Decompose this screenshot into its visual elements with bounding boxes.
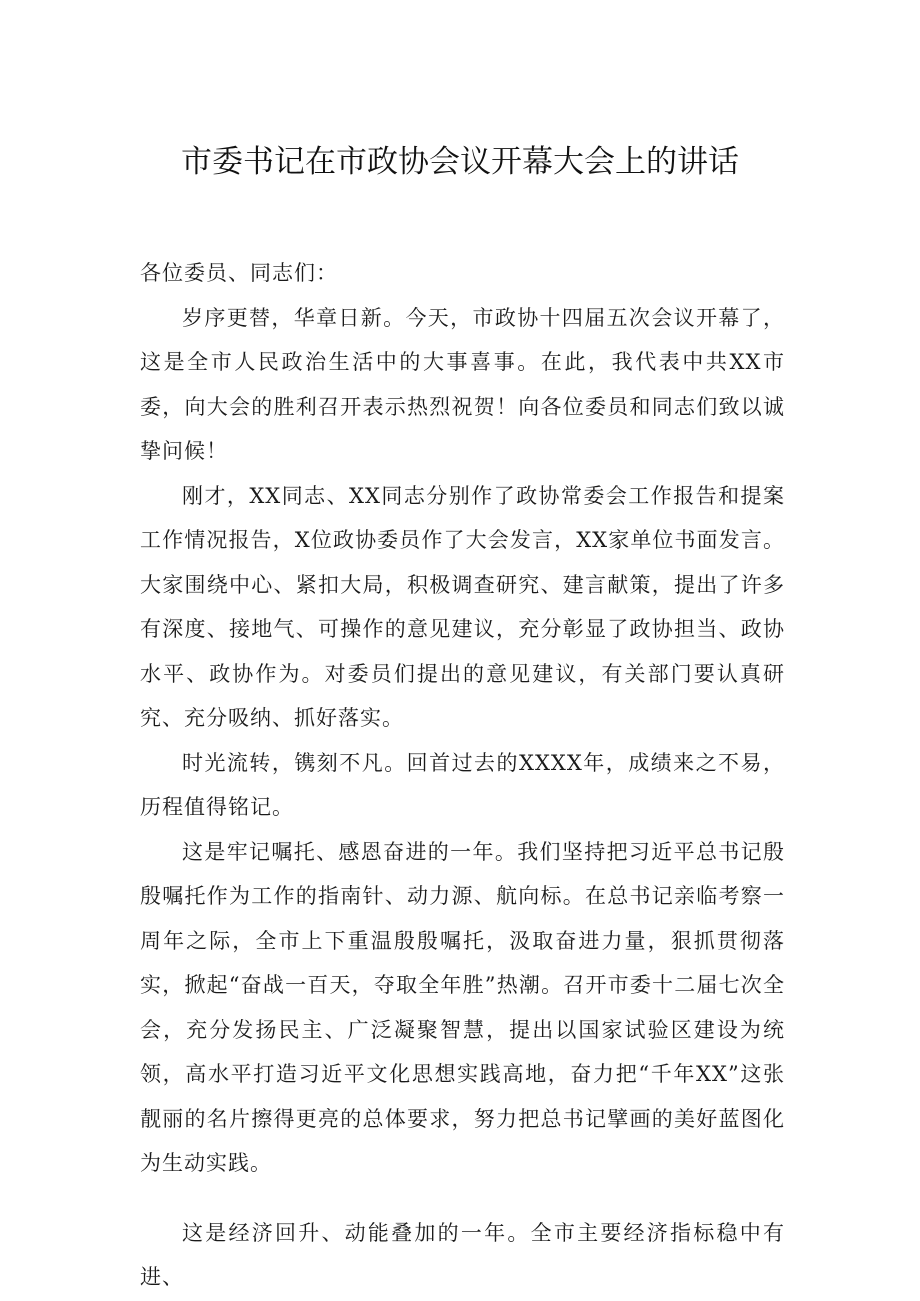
paragraph-reports: 刚才，XX同志、XX同志分别作了政协常委会工作报告和提案工作情况报告，X位政协委员作了大会发言，XX家单位书面发言。大家围绕中心、紧扣大局，积极调查研究、建言献策，提出了许多有深度、接地气、可操作的意见建议，充分彰显了政协担当、政协水平、政协作为。对委员们提出的意见建议，有关部门要认真研究、充分吸纳、抓好落实。 xyxy=(140,483,785,730)
document-body xyxy=(140,251,785,1300)
salutation: 各位委员、同志们： xyxy=(140,261,338,285)
paragraph-economy: 这是经济回升、动能叠加的一年。全市主要经济指标稳中有进、 xyxy=(140,1220,785,1289)
paragraph-entrustment: 这是牢记嘱托、感恩奋进的一年。我们坚持把习近平总书记殷殷嘱托作为工作的指南针、动力源、航向标。在总书记亲临考察一周年之际，全市上下重温殷殷嘱托，汲取奋进力量，狠抓贯彻落实，掀起“奋战一百天，夺取全年胜”热潮。召开市委十二届七次全会，充分发扬民主、广泛凝聚智慧，提出以国家试验区建设为统领，高水平打造习近平文化思想实践高地，奋力把“千年XX”这张靓丽的名片擦得更亮的总体要求，努力把总书记擘画的美好蓝图化为生动实践。 xyxy=(140,839,785,1175)
document-title: 市委书记在市政协会议开幕大会上的讲话 xyxy=(181,144,739,180)
paragraph-opening: 岁序更替，华章日新。今天，市政协十四届五次会议开幕了，这是全市人民政治生活中的大事喜事。在此，我代表中共XX市委，向大会的胜利召开表示热烈祝贺！向各位委员和同志们致以诚挚问候！ xyxy=(140,305,785,463)
paragraph-review: 时光流转，镌刻不凡。回首过去的XXXX年，成绩来之不易，历程值得铭记。 xyxy=(140,750,785,819)
